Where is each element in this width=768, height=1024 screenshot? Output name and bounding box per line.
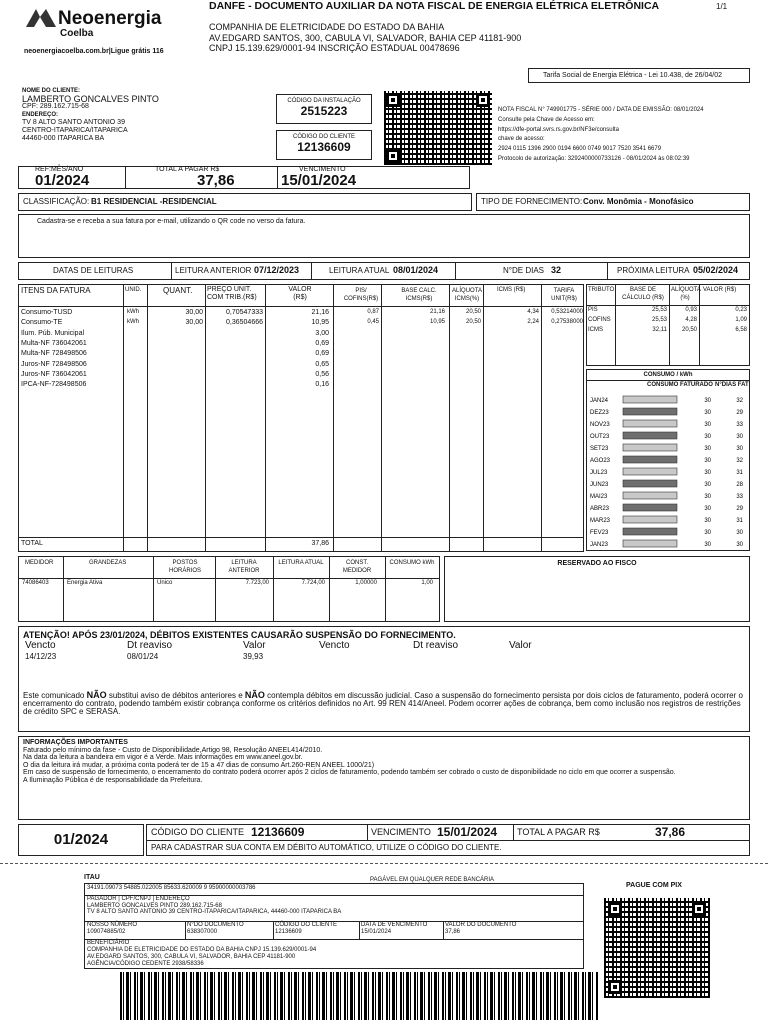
info-block	[23, 739, 676, 784]
chart-bar	[623, 468, 677, 475]
nf-access-key: 2924 0115 1396 2900 0194 6600 0749 9017 7520 3541 6679	[498, 146, 662, 153]
item-unit: kWh	[127, 309, 139, 315]
meter-col-grandezas: GRANDEZAS	[89, 560, 127, 566]
chart-bar	[623, 492, 677, 499]
nf-protocol: Protocolo de autorização: 3292400000733126 - 08/01/2024 às 08:02:39	[498, 155, 690, 162]
items-col-unit: UNID.	[125, 287, 142, 293]
fisco-label: RESERVADO AO FISCO	[557, 560, 637, 567]
tariff-note-box	[528, 68, 750, 83]
item-name: Juros-NF 728498506	[21, 360, 87, 368]
client-code-box	[276, 130, 372, 160]
tributes-col-aliq: ALÍQUOTA (%)	[671, 287, 701, 301]
item-qty: 30,00	[185, 319, 203, 327]
meter-consumption: 1,00	[421, 580, 433, 586]
tribute-base: 25,53	[651, 317, 667, 323]
total-label: TOTAL A PAGAR R$	[155, 166, 220, 173]
supply-value: Conv. Monômia - Monofásico	[583, 197, 694, 206]
item-icms: 4,34	[527, 309, 539, 315]
item-name: Consumo-TE	[21, 319, 63, 327]
company-cnpj: CNPJ 15.139.629/0001-94 INSCRIÇÃO ESTADUAL 00478696	[209, 43, 460, 53]
chart-days-label: 32	[736, 398, 743, 404]
due-label: VENCIMENTO	[299, 166, 346, 173]
chart-days-label: 30	[736, 446, 743, 452]
item-price: 0,70547333	[226, 309, 263, 316]
tributes-table	[586, 284, 750, 366]
item-name: IPCA-NF-728498506	[21, 381, 87, 389]
chart-bar	[623, 396, 677, 403]
chart-days-label: 31	[736, 518, 743, 524]
client-code-label: CÓDIGO DO CLIENTE	[292, 134, 355, 140]
tribute-base: 25,53	[651, 307, 667, 313]
chart-category-label: JAN24	[590, 398, 609, 404]
info-line-5: A Iluminação Pública é de responsabilidade da Prefeitura.	[23, 776, 203, 784]
chart-bar	[623, 444, 677, 451]
chart-category-label: FEV23	[590, 530, 609, 536]
meter-col-medidor: MEDIDOR	[25, 560, 54, 566]
ref-label: REF:MÊS/ANO	[35, 166, 84, 173]
chart-value-label: 30	[704, 482, 711, 488]
info-box	[18, 736, 750, 820]
readings-dates-label: DATAS DE LEITURAS	[53, 266, 134, 275]
stub-box	[146, 824, 750, 856]
stub-ref: 01/2024	[53, 831, 109, 848]
supply-box	[476, 193, 750, 211]
stub-client: 12136609	[251, 825, 305, 839]
warning-text: Este comunicado NÃO substitui aviso de débitos anteriores e NÃO contempla débitos em discussão judicial. Caso a suspensão do fornecimento persista por dois ciclos de faturamento, poderá ocorrer o encerramento do contrato, podendo também existir cobrança conforme os critérios definidos no Art. 99 REN 414/Aneel. Podem ocorrer ações de cobrança, bem como inclusão nos registros de restrições de crédito SPC e SERASA.	[23, 690, 743, 716]
chart-days-label: 33	[736, 422, 743, 428]
info-title: INFORMAÇÕES IMPORTANTES	[23, 739, 128, 746]
bank-due: 15/01/2024	[361, 928, 392, 935]
nf-info	[498, 106, 704, 165]
nf-consult-url: https://dfe-portal.svrs.rs.gov.br/NF3e/consulta	[498, 126, 619, 133]
chart-category-label: SET23	[590, 446, 609, 452]
chart-value-label: 30	[704, 422, 711, 428]
chart-category-label: OUT23	[590, 434, 610, 440]
chart-bar	[623, 516, 677, 523]
item-value: 10,95	[311, 319, 329, 327]
warning-col-dt-2: Dt reaviso	[413, 640, 459, 651]
items-col-tarifa: TARIFA UNIT(R$)	[551, 288, 577, 302]
chart-category-label: MAR23	[590, 518, 611, 524]
bank-payer-label: PAGADOR | CPF/CNPJ | ENDEREÇO	[87, 896, 190, 902]
tributes-col-value: VALOR (R$)	[703, 287, 737, 293]
days-value: 32	[551, 265, 562, 275]
item-icms: 2,24	[527, 319, 539, 326]
meter-number: 74086403	[22, 580, 49, 586]
item-tarifa: 0,53214000	[551, 309, 583, 315]
info-line-1: Faturado pelo mínimo da fase - Custo de Disponibilidade,Artigo 98, Resolução ANEEL414/2010.	[23, 746, 323, 754]
due-value: 15/01/2024	[281, 172, 357, 189]
tribute-name: COFINS	[588, 317, 611, 323]
client-address-3: 44460-000 ITAPARICA BA	[22, 135, 105, 142]
client-name-label: NOME DO CLIENTE:	[22, 88, 80, 94]
warning-vencto: 14/12/23	[25, 652, 57, 661]
chart-bar	[623, 504, 677, 511]
item-value: 0,69	[315, 339, 329, 347]
warning-valor: 39,93	[243, 652, 264, 661]
item-qty: 30,00	[185, 309, 203, 316]
stub-debit-note: PARA CADASTRAR SUA CONTA EM DÉBITO AUTOMÁTICO, UTILIZE O CÓDIGO DO CLIENTE.	[151, 843, 502, 852]
chart-category-label: AGO23	[590, 458, 611, 464]
chart-value-label: 30	[704, 410, 711, 416]
items-total-label: TOTAL	[21, 540, 43, 547]
neoenergia-logo-icon	[24, 7, 58, 29]
bank-nosso: 109074885/02	[87, 928, 126, 935]
install-code: 2515223	[300, 104, 348, 118]
warning-col-vencto-1: Vencto	[25, 640, 56, 651]
fisco-box	[444, 556, 750, 622]
meter-col-atual: LEITURA ATUAL	[278, 560, 324, 566]
item-value: 3,00	[315, 329, 329, 337]
item-value: 0,69	[315, 350, 329, 358]
classification-value: B1 RESIDENCIAL -RESIDENCIAL	[91, 197, 217, 206]
bank-pay-anywhere: PAGÁVEL EM QUALQUER REDE BANCÁRIA	[370, 877, 495, 883]
items-total-value: 37,86	[311, 540, 329, 547]
stub-ref-box	[18, 824, 144, 856]
warning-col-vencto-2: Vencto	[319, 640, 350, 651]
item-aliq: 20,50	[465, 309, 481, 315]
meter-col-consumo: CONSUMO kWh	[389, 560, 435, 566]
chart-days-label: 30	[736, 542, 743, 548]
bank-benef-block	[87, 940, 316, 968]
info-line-2: Na data da leitura a bandeira em vigor é a Verde. Mais informações em www.aneel.gov.br.	[23, 754, 303, 761]
chart-category-label: JAN23	[590, 542, 609, 548]
chart-title: CONSUMO / kWh	[643, 372, 693, 378]
item-pis: 0,87	[367, 309, 379, 315]
nf-consult-label: Consulte pela Chave de Acesso em:	[498, 116, 595, 123]
next-reading-label: PRÓXIMA LEITURA	[617, 266, 690, 275]
pix-label: PAGUE COM PIX	[626, 882, 682, 889]
meter-posto: Único	[157, 580, 173, 586]
tribute-value: 0,23	[735, 307, 747, 313]
tariff-note: Tarifa Social de Energia Elétrica - Lei 10.438, de 26/04/02	[543, 72, 723, 79]
install-code-box	[276, 94, 372, 124]
item-name: Consumo-TUSD	[21, 309, 73, 316]
chart-value-label: 30	[704, 398, 711, 404]
tribute-name: ICMS	[588, 327, 603, 333]
bank-benef-1: COMPANHIA DE ELETRICIDADE DO ESTADO DA BAHIA CNPJ 15.139.629/0001-94	[87, 947, 317, 953]
item-price: 0,36504666	[226, 319, 263, 327]
bank-nosso-label: NOSSO NÚMERO	[87, 922, 138, 928]
stub-total: 37,86	[655, 825, 686, 839]
bank-client: 12136609	[275, 928, 302, 935]
item-base: 21,16	[429, 309, 445, 315]
notice-box	[18, 214, 750, 258]
item-name: Ilum. Púb. Municipal	[21, 329, 85, 337]
chart-bar	[623, 408, 677, 415]
items-col-icms: ICMS (R$)	[497, 287, 526, 293]
chart-value-label: 30	[704, 494, 711, 500]
stub-due-label: VENCIMENTO	[371, 827, 431, 837]
meter-col-anterior: LEITURA ANTERIOR	[228, 560, 260, 574]
pix-qr-code[interactable]	[604, 898, 710, 998]
company-address: AV.EDGARD SANTOS, 300, CABULA VI, SALVADOR, BAHIA CEP 41181-900	[209, 32, 522, 43]
bank-benef-2: AV.EDGARD SANTOS, 300, CABULA VI, SALVADOR, BAHIA CEP 41181-900	[87, 954, 296, 960]
meter-col-postos: POSTOS HORÁRIOS	[168, 560, 201, 574]
nf-access-key-label: chave de acesso:	[498, 136, 545, 143]
client-block	[22, 87, 159, 143]
tribute-value: 1,09	[735, 317, 747, 323]
chart-value-label: 30	[704, 458, 711, 464]
items-col-name: ITENS DA FATURA	[21, 286, 91, 295]
chart-value-label: 30	[704, 506, 711, 512]
prev-reading-label: LEITURA ANTERIOR	[175, 266, 252, 275]
classification-box	[18, 193, 472, 211]
chart-days-label: 31	[736, 470, 743, 476]
tributes-col-base: BASE DE CÁLCULO (R$)	[622, 287, 664, 301]
bank-doc-label: N°DO DOCUMENTO	[187, 922, 244, 928]
chart-days-label: 29	[736, 506, 743, 512]
bank-payer-block	[87, 896, 341, 916]
info-line-4: Em caso de suspensão de fornecimento, o encerramento do contrato poderá ocorrer após 2 ciclos de faturamento, podendo também ser cobrado o custo de disponibilidade no ciclo em que ocorrer a suspensão.	[23, 769, 676, 776]
item-value: 0,16	[315, 381, 329, 389]
chart-category-label: NOV23	[590, 422, 610, 428]
chart-bars	[587, 392, 749, 550]
chart-bar	[623, 456, 677, 463]
meter-col-const: CONST. MEDIDOR	[342, 560, 372, 574]
chart-col-consumo: CONSUMO FATURADO	[647, 382, 713, 388]
client-address-1: TV 8 ALTO SANTO ANTONIO 39	[22, 119, 125, 126]
total-value: 37,86	[197, 172, 235, 189]
chart-days-label: 32	[736, 458, 743, 464]
item-tarifa: 0,27538000	[551, 319, 583, 326]
curr-reading-date: 08/01/2024	[393, 265, 439, 275]
company-info	[209, 22, 521, 54]
items-col-value: VALOR (R$)	[288, 286, 312, 301]
stub-total-label: TOTAL A PAGAR R$	[517, 827, 600, 837]
chart-value-label: 30	[704, 446, 711, 452]
bank-payer-2: TV 8 ALTO SANTO ANTONIO 39 CENTRO-ITAPARICA/ITAPARICA, 44460-000 ITAPARICA BA	[87, 909, 342, 915]
chart-bar	[623, 480, 677, 487]
page-number: 1/1	[716, 2, 728, 11]
meter-const: 1,00000	[355, 580, 377, 586]
item-value: 21,16	[311, 309, 329, 316]
days-label: N°DE DIAS	[503, 266, 544, 275]
warning-box	[18, 626, 750, 732]
chart-days-label: 29	[736, 410, 743, 416]
chart-days-label: 30	[736, 434, 743, 440]
supply-label: TIPO DE FORNECIMENTO:	[481, 197, 583, 206]
chart-days-label: 33	[736, 494, 743, 500]
chart-value-label: 30	[704, 530, 711, 536]
consumption-chart	[586, 369, 750, 551]
brand-sub: Coelba	[60, 28, 94, 39]
warning-dt: 08/01/24	[127, 652, 159, 661]
chart-value-label: 30	[704, 518, 711, 524]
item-value: 0,65	[315, 360, 329, 368]
next-reading-date: 05/02/2024	[693, 265, 739, 275]
warning-title: ATENÇÃO! APÓS 23/01/2024, DÉBITOS EXISTENTES CAUSARÃO SUSPENSÃO DO FORNECIMENTO.	[23, 630, 456, 640]
item-unit: kWh	[127, 319, 139, 326]
bank-client-label: CÓDIGO DO CLIENTE	[275, 922, 338, 928]
meter-curr-reading: 7.724,00	[301, 580, 325, 586]
chart-category-label: ABR23	[590, 506, 610, 512]
chart-bar	[623, 528, 677, 535]
bank-value-label: VALOR DO DOCUMENTO	[445, 922, 517, 928]
chart-bar	[623, 432, 677, 439]
items-col-price: PREÇO UNIT. COM TRIB.(R$)	[207, 286, 257, 301]
client-address-label: ENDEREÇO:	[22, 112, 59, 118]
readings-row	[18, 262, 750, 280]
prev-reading-date: 07/12/2023	[254, 265, 300, 275]
chart-category-label: DEZ23	[590, 410, 609, 416]
warning-col-valor-2: Valor	[509, 640, 532, 651]
notice-text: Cadastra-se e receba a sua fatura por e-mail, utilizando o QR code no verso da fatura.	[37, 218, 306, 225]
items-table	[18, 284, 584, 552]
bank-payer-1: LAMBERTO GONCALVES PINTO 289.162.715-68	[87, 902, 222, 909]
site-link[interactable]: neoenergiacoelba.com.br|Ligue grátis 116	[24, 48, 164, 55]
chart-value-label: 30	[704, 470, 711, 476]
company-name: COMPANHIA DE ELETRICIDADE DO ESTADO DA BAHIA	[209, 22, 445, 32]
client-code: 12136609	[297, 140, 351, 154]
warning-col-valor-1: Valor	[243, 640, 266, 651]
item-name: Multa-NF 728498506	[21, 350, 87, 358]
tribute-value: 6,58	[735, 327, 747, 333]
items-col-qty: QUANT.	[163, 286, 193, 295]
tribute-aliq: 20,50	[681, 327, 697, 333]
ref-value: 01/2024	[35, 172, 90, 189]
chart-col-dias: N°DIAS FAT	[715, 382, 749, 388]
items-col-base: BASE CALC. ICMS(R$)	[401, 288, 437, 302]
item-name: Juros-NF 736042061	[21, 370, 87, 378]
install-code-label: CÓDIGO DA INSTALAÇÃO	[287, 98, 361, 104]
bank-due-label: DATA DE VENCIMENTO	[361, 922, 428, 928]
bank-slip	[84, 883, 584, 969]
item-base: 10,95	[429, 319, 445, 326]
chart-days-label: 28	[736, 482, 743, 488]
bank-doc: 638307000	[187, 928, 218, 935]
cut-line	[0, 863, 768, 864]
items-col-pis: PIS/ COFINS(R$)	[343, 288, 379, 302]
chart-days-label: 30	[736, 530, 743, 536]
stub-due: 15/01/2024	[437, 825, 498, 839]
nf-qr-code[interactable]	[384, 91, 492, 165]
bank-benef-label: BENEFICIÁRIO	[87, 940, 130, 946]
bank-benef-3: AGÊNCIA/CÓDIGO CEDENTE 2938/58336	[87, 961, 204, 967]
tribute-aliq: 0,93	[685, 307, 697, 313]
nf-number: NOTA FISCAL N° 749901775 - SÉRIE 000 / DATA DE EMISSÃO: 08/01/2024	[498, 107, 704, 113]
bank-value: 37,86	[445, 928, 461, 935]
tribute-base: 32,11	[652, 327, 667, 333]
client-cpf: CPF: 289.162.715-68	[22, 103, 89, 110]
items-col-aliq: ALÍQUOTA ICMS(%)	[452, 288, 482, 302]
chart-category-label: MAI23	[590, 494, 608, 500]
meter-table	[18, 556, 440, 622]
classification-label: CLASSIFICAÇÃO:	[23, 197, 90, 206]
tributes-col-name: TRIBUTO	[588, 287, 615, 293]
chart-value-label: 30	[704, 434, 711, 440]
brand-name: Neoenergia	[58, 8, 162, 29]
item-value: 0,56	[315, 370, 329, 378]
client-name: LAMBERTO GONCALVES PINTO	[22, 94, 159, 104]
bank-digitable-line: 34191.09073 54885.022005 85633.620009 9 95900000003786	[87, 885, 256, 891]
stub-client-label: CÓDIGO DO CLIENTE	[151, 827, 245, 837]
payment-barcode[interactable]	[120, 972, 598, 1020]
meter-grandeza: Energia Ativa	[67, 580, 103, 586]
info-line-3: O dia da leitura irá mudar, a próxima conta poderá ter de 15 a 47 dias de consumo Art.260-REN ANEEL 1000/21)	[23, 761, 375, 769]
tribute-name: PIS	[588, 307, 598, 313]
item-pis: 0,45	[367, 319, 379, 326]
warning-col-dt-1: Dt reaviso	[127, 640, 173, 651]
chart-value-label: 30	[704, 542, 711, 548]
chart-category-label: JUN23	[590, 482, 609, 488]
item-aliq: 20,50	[465, 319, 481, 326]
chart-category-label: JUL23	[590, 470, 608, 476]
client-address-2: CENTRO-ITAPARICA/ITAPARICA	[22, 127, 128, 134]
item-name: Multa-NF 736042061	[21, 339, 87, 347]
meter-prev-reading: 7.723,00	[245, 580, 269, 586]
summary-box	[18, 166, 470, 189]
chart-bar	[623, 420, 677, 427]
chart-bar	[623, 540, 677, 547]
tribute-aliq: 4,28	[685, 317, 697, 323]
bank-name: ITAU	[84, 874, 100, 881]
curr-reading-label: LEITURA ATUAL	[329, 266, 390, 275]
doc-title: DANFE - DOCUMENTO AUXILIAR DA NOTA FISCAL DE ENERGIA ELÉTRICA ELETRÔNICA	[209, 0, 660, 12]
